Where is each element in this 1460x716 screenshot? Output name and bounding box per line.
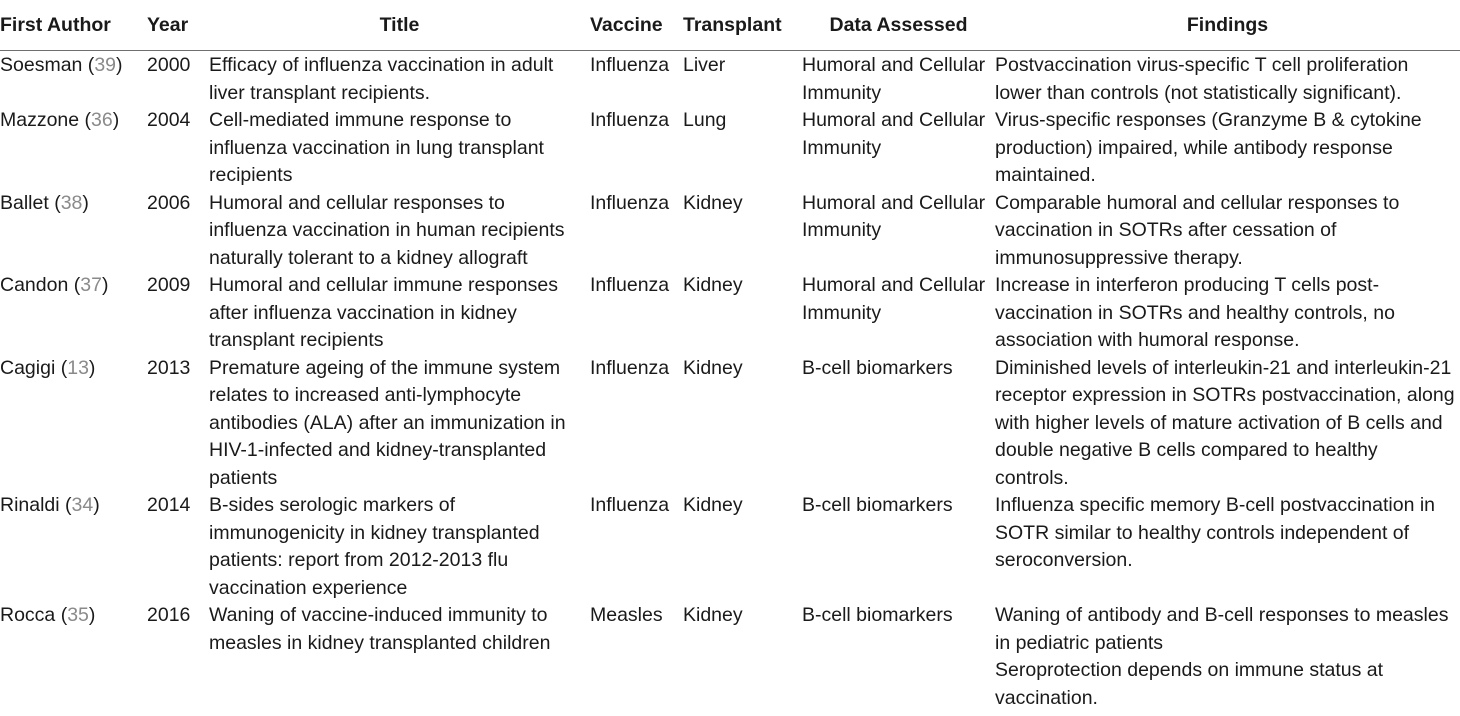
reference-link[interactable]: 37 bbox=[80, 274, 102, 296]
author-cell: Rinaldi (34) bbox=[0, 494, 100, 516]
data-assessed-cell: Humoral and Cellular Immunity bbox=[802, 109, 986, 159]
header-title: Title bbox=[379, 13, 420, 36]
header-first-author: First Author bbox=[0, 13, 111, 36]
transplant-cell: Kidney bbox=[683, 191, 743, 214]
table-row bbox=[0, 272, 1460, 355]
findings-cell bbox=[995, 602, 1460, 712]
finding-text: Virus-specific responses (Granzyme B & cytokine production) impaired, while antibody response maintained. bbox=[995, 109, 1422, 186]
author-name: Soesman bbox=[0, 54, 83, 76]
vaccine-cell: Influenza bbox=[590, 109, 670, 131]
table-body bbox=[0, 51, 1460, 713]
vaccine-cell: Influenza bbox=[590, 356, 670, 379]
author-cell: Candon (37) bbox=[0, 274, 109, 296]
year-cell: 2006 bbox=[147, 191, 191, 214]
finding-text: Influenza specific memory B-cell postvaccination in SOTR similar to healthy controls independent of seroconversion. bbox=[995, 494, 1436, 571]
reference-link[interactable]: 34 bbox=[71, 494, 94, 516]
transplant-cell: Kidney bbox=[683, 494, 743, 516]
author-name: Rinaldi bbox=[0, 494, 60, 516]
reference-link[interactable]: 13 bbox=[67, 356, 89, 379]
author-name: Ballet bbox=[0, 191, 49, 214]
title-cell: Cell-mediated immune response to influenza vaccination in lung transplant recipients bbox=[209, 109, 544, 186]
author-cell: Ballet (38) bbox=[0, 191, 89, 214]
finding-text: Comparable humoral and cellular responses to vaccination in SOTRs after cessation of immunosuppressive therapy. bbox=[995, 191, 1400, 269]
year-cell: 2016 bbox=[147, 604, 191, 626]
table-row bbox=[0, 602, 1460, 712]
year-cell: 2000 bbox=[147, 54, 191, 76]
vaccine-cell: Influenza bbox=[590, 54, 670, 76]
author-cell: Cagigi (13) bbox=[0, 356, 96, 379]
finding-text: Waning of antibody and B-cell responses to measles in pediatric patients bbox=[995, 604, 1449, 654]
findings-cell bbox=[995, 51, 1460, 108]
data-assessed-cell: Humoral and Cellular Immunity bbox=[802, 274, 986, 324]
finding-text: Increase in interferon producing T cells post-vaccination in SOTRs and healthy controls, no association with humoral response. bbox=[995, 274, 1395, 351]
year-cell: 2009 bbox=[147, 274, 191, 296]
vaccine-cell: Influenza bbox=[590, 494, 670, 516]
header-data-assessed: Data Assessed bbox=[829, 13, 968, 36]
year-cell: 2014 bbox=[147, 494, 191, 516]
table-row bbox=[0, 51, 1460, 108]
data-assessed-cell: B-cell biomarkers bbox=[802, 494, 953, 516]
header-year: Year bbox=[147, 13, 189, 36]
findings-cell bbox=[995, 492, 1460, 602]
reference-link[interactable]: 39 bbox=[94, 54, 117, 76]
author-cell: Soesman (39) bbox=[0, 54, 123, 76]
reference-link[interactable]: 35 bbox=[67, 604, 89, 626]
author-cell: Rocca (35) bbox=[0, 604, 96, 626]
title-cell: Humoral and cellular responses to influenza vaccination in human recipients naturally tolerant to a kidney allograft bbox=[209, 191, 565, 269]
year-cell: 2013 bbox=[147, 356, 191, 379]
vaccine-cell: Influenza bbox=[590, 274, 670, 296]
transplant-cell: Kidney bbox=[683, 356, 743, 379]
header-vaccine: Vaccine bbox=[590, 13, 663, 36]
title-cell: Premature ageing of the immune system relates to increased anti-lymphocyte antibodies (ALA) after an immunization in HIV-1-infected and kidney-transplanted patients bbox=[209, 356, 566, 489]
table-row bbox=[0, 492, 1460, 602]
finding-text: Diminished levels of interleukin-21 and interleukin-21 receptor expression in SOTRs postvaccination, along with higher levels of mature activation of B cells and double negative B cells compared to healthy controls. bbox=[995, 356, 1455, 489]
title-cell: Humoral and cellular immune responses after influenza vaccination in kidney transplant recipients bbox=[209, 274, 558, 351]
title-cell: Waning of vaccine-induced immunity to measles in kidney transplanted children bbox=[209, 604, 551, 654]
finding-text: Seroprotection depends on immune status at vaccination. bbox=[995, 659, 1384, 709]
transplant-cell: Kidney bbox=[683, 604, 743, 626]
table-row bbox=[0, 107, 1460, 190]
vaccine-cell: Influenza bbox=[590, 191, 670, 214]
author-name: Cagigi bbox=[0, 356, 56, 379]
author-cell: Mazzone (36) bbox=[0, 109, 120, 131]
reference-link[interactable]: 38 bbox=[60, 191, 83, 214]
table-row bbox=[0, 190, 1460, 273]
transplant-cell: Liver bbox=[683, 54, 726, 76]
table-row bbox=[0, 355, 1460, 493]
transplant-cell: Kidney bbox=[683, 274, 743, 296]
vaccine-cell: Measles bbox=[590, 604, 663, 626]
header-findings: Findings bbox=[1186, 13, 1269, 36]
reference-link[interactable]: 36 bbox=[91, 109, 113, 131]
finding-text: Postvaccination virus-specific T cell proliferation lower than controls (not statistically significant). bbox=[995, 54, 1409, 104]
findings-cell bbox=[995, 272, 1460, 355]
data-assessed-cell: Humoral and Cellular Immunity bbox=[802, 54, 986, 104]
author-name: Rocca bbox=[0, 604, 56, 626]
year-cell: 2004 bbox=[147, 109, 191, 131]
title-cell: B-sides serologic markers of immunogenicity in kidney transplanted patients: report from 2012-2013 flu vaccination experience bbox=[209, 494, 540, 599]
author-name: Mazzone bbox=[0, 109, 80, 131]
header-row bbox=[0, 0, 1460, 51]
findings-cell bbox=[995, 355, 1460, 493]
header-transplant: Transplant bbox=[683, 13, 782, 36]
transplant-cell: Lung bbox=[683, 109, 727, 131]
title-cell: Efficacy of influenza vaccination in adult liver transplant recipients. bbox=[209, 54, 554, 104]
data-assessed-cell: B-cell biomarkers bbox=[802, 356, 953, 379]
data-assessed-cell: Humoral and Cellular Immunity bbox=[802, 191, 986, 241]
data-assessed-cell: B-cell biomarkers bbox=[802, 604, 953, 626]
author-name: Candon bbox=[0, 274, 69, 296]
findings-cell bbox=[995, 190, 1460, 273]
findings-cell bbox=[995, 107, 1460, 190]
